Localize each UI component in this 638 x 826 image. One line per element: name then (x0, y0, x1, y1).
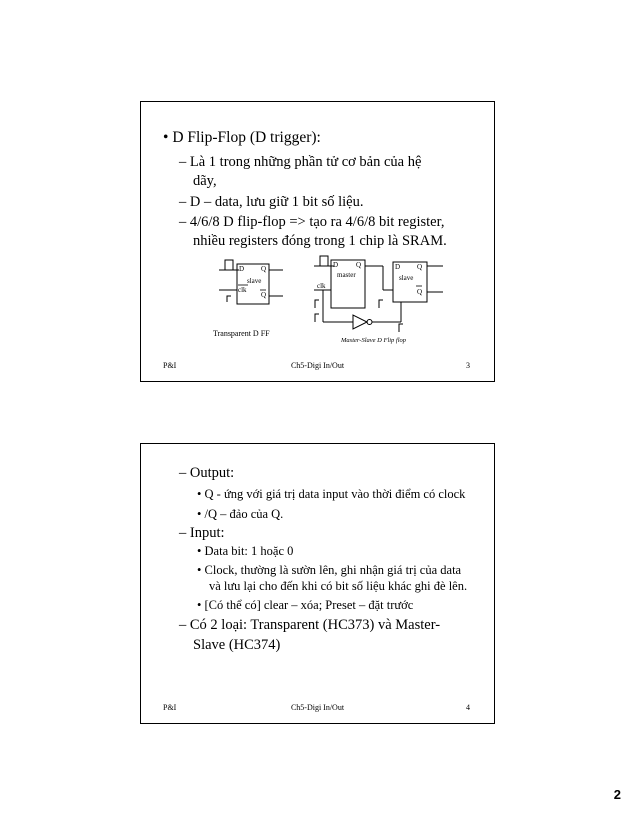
footer-center: Ch5-Digi In/Out (290, 703, 345, 712)
output-bullet-2-text: /Q – đảo của Q. (204, 507, 284, 521)
master-label: master (337, 271, 356, 279)
output-bullet-1: • Q - ứng với giá trị data input vào thời điểm có clock (197, 487, 466, 501)
left-pin-d: D (239, 265, 245, 273)
input-bullet-2-line2: và lưu lại cho đến khi có bit số liệu khác ghi đè lên. (209, 579, 468, 593)
input-label: Input: (189, 525, 225, 541)
input-bullet-2-cont (209, 578, 467, 594)
master-pin-clk: clk (317, 282, 326, 290)
sub-item-3: – 4/6/8 D flip-flop => tạo ra 4/6/8 bit register, (179, 214, 445, 230)
master-pin-d: D (333, 261, 339, 269)
types-line1: Có 2 loại: Transparent (HC373) và Master- (189, 617, 441, 633)
output-bullet-1-text: Q - ứng với giá trị data input vào thời điểm có clock (204, 487, 466, 501)
sub-item-1-cont (193, 172, 217, 191)
slide-1 (140, 101, 495, 382)
sub-item-1-line1: Là 1 trong những phần tử cơ bản của hệ (189, 154, 422, 170)
output-heading: – Output: (179, 465, 235, 481)
left-caption: Transparent D FF (213, 329, 270, 338)
input-bullet-2: • Clock, thường là sườn lên, ghi nhận giá trị của data (197, 563, 462, 577)
input-heading: – Input: (179, 525, 225, 541)
input-bullet-1: • Data bit: 1 hoặc 0 (197, 544, 294, 558)
footer-center: Ch5-Digi In/Out (290, 361, 345, 370)
output-bullet-2: • /Q – đảo của Q. (197, 507, 284, 521)
page-number: 2 (613, 787, 621, 802)
sub-item-1-line2: dãy, (193, 173, 217, 189)
input-bullet-3-text: [Có thể có] clear – xóa; Preset – đặt trước (204, 598, 414, 612)
flip-flop-diagram (211, 252, 451, 352)
sub-item-1: – Là 1 trong những phần tử cơ bản của hệ (179, 154, 422, 170)
right-caption: Master-Slave D Flip flop (341, 337, 407, 344)
left-slave-label: slave (247, 277, 262, 285)
sub-item-3-line2: nhiều registers đóng trong 1 chip là SRAM. (193, 233, 447, 249)
heading-text: D Flip-Flop (D trigger): (172, 129, 321, 146)
sub-item-3-cont (193, 232, 447, 251)
output-label: Output: (189, 465, 235, 481)
left-pin-q: Q (261, 265, 267, 273)
footer-left: P&I (163, 361, 177, 370)
bullet-heading (163, 128, 321, 147)
master-pin-q: Q (356, 261, 362, 269)
input-bullet-3: • [Có thể có] clear – xóa; Preset – đặt trước (197, 598, 414, 612)
slave-pin-qbar: Q (417, 288, 423, 296)
types-line2: Slave (HC374) (193, 637, 281, 653)
left-pin-clk: clk (238, 286, 247, 294)
types-item-cont (193, 636, 280, 655)
input-bullet-1-text: Data bit: 1 hoặc 0 (204, 544, 294, 558)
types-item: – Có 2 loại: Transparent (HC373) và Master- (179, 617, 441, 633)
slave-pin-q: Q (417, 263, 423, 271)
footer-right: 4 (466, 703, 470, 712)
input-bullet-2-line1: Clock, thường là sườn lên, ghi nhận giá trị của data (204, 563, 462, 577)
sub-item-3-line1: 4/6/8 D flip-flop => tạo ra 4/6/8 bit register, (189, 214, 445, 230)
sub-item-2: – D – data, lưu giữ 1 bit số liệu. (179, 194, 364, 210)
sub-item-2-line1: D – data, lưu giữ 1 bit số liệu. (189, 194, 364, 210)
slave-label: slave (399, 274, 414, 282)
footer-left: P&I (163, 703, 177, 712)
slide-2 (140, 443, 495, 724)
bullet-dot: • (163, 129, 173, 146)
footer-right: 3 (466, 361, 470, 370)
left-pin-qbar: Q (261, 291, 267, 299)
slave-pin-d: D (395, 263, 401, 271)
